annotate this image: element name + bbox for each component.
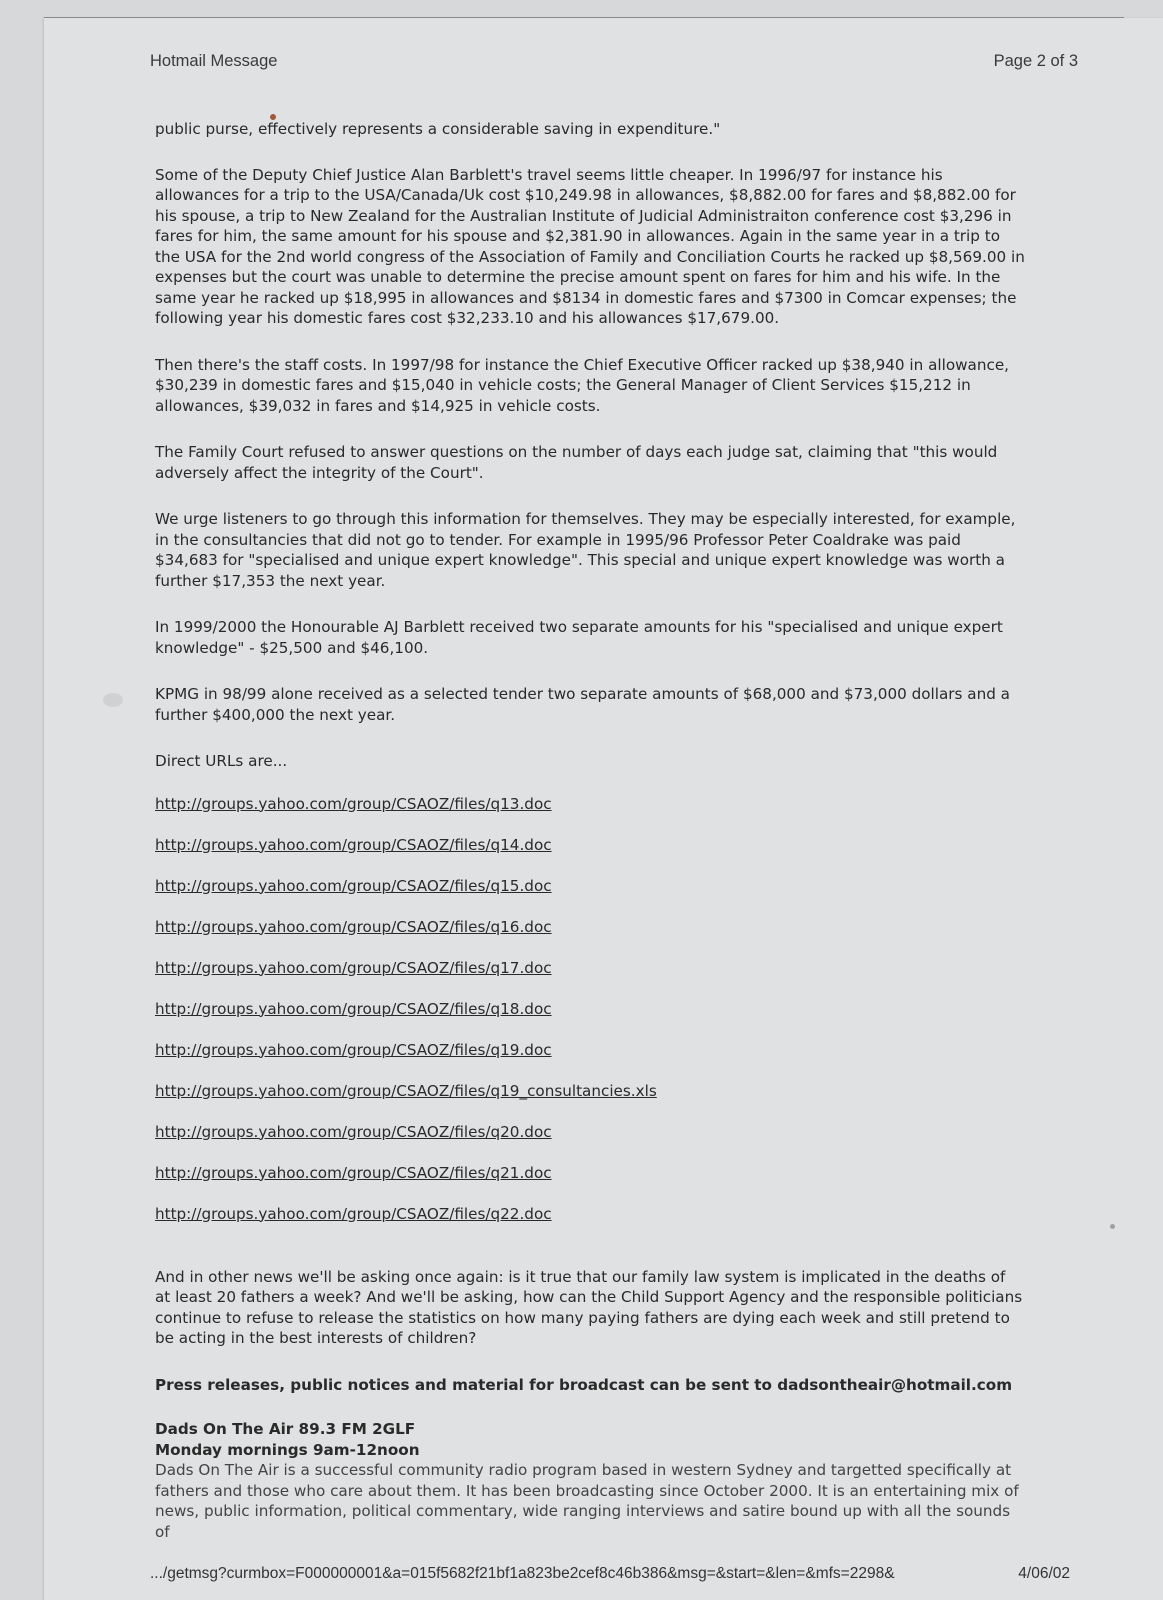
station-description: Dads On The Air is a successful community radio program based in western Sydney and targetted specifically at fathers and those who care about them. It has been broadcasting since October 2000. It is an entertaining mix of news, public information, political commentary, wide ranging interviews and satire bound up with all the sounds of — [155, 1461, 1019, 1541]
message-body — [155, 119, 1025, 1542]
list-item — [155, 1204, 1025, 1245]
print-footer — [150, 1565, 1080, 1583]
scan-smudge — [103, 693, 123, 707]
station-time: Monday mornings 9am-12noon — [155, 1440, 420, 1459]
paragraph: In 1999/2000 the Honourable AJ Barblett received two separate amounts for his "specialised and unique expert knowledge" - $25,500 and $46,100. — [155, 618, 1003, 657]
file-link[interactable]: http://groups.yahoo.com/group/CSAOZ/files/q13.doc — [155, 794, 552, 813]
paragraph: Some of the Deputy Chief Justice Alan Barblett's travel seems little cheaper. In 1996/97 for instance his allowances for a trip to the USA/Canada/Uk cost $10,249.98 in allowances, $8,882.00 for fares and $8,882.00 for his spouse, a trip to New Zealand for the Australian Institute of Judicial Administraiton conference cost $3,296 in fares for him, the same amount for his spouse and $2,381.90 in allowances. Again in the same year in a trip to the USA for the 2nd world congress of the Association of Family and Conciliation Courts he racked up $8,569.00 in expenses but the court was unable to determine the precise amount spent on fares for him and his wife. In the same year he racked up $18,995 in allowances and $8134 in domestic fares and $7300 in Comcar expenses; the following year his domestic fares cost $32,233.10 and his allowances $17,679.00. — [155, 165, 1025, 327]
paragraph: We urge listeners to go through this information for themselves. They may be especially interested, for example, in the consultancies that did not go to tender. For example in 1995/96 Professor Peter Coaldrake was paid $34,683 for "specialised and unique expert knowledge". This special and unique expert knowledge was worth a further $17,353 the next year. — [155, 510, 1016, 590]
footer-url: .../getmsg?curmbox=F000000001&a=015f5682f21bf1a823be2cef8c46b386&msg=&start=&len=&mfs=2298& — [150, 1565, 895, 1582]
list-item — [155, 958, 1025, 999]
list-item — [155, 876, 1025, 917]
header-title: Hotmail Message — [150, 52, 278, 70]
file-link[interactable]: http://groups.yahoo.com/group/CSAOZ/files/q19_consultancies.xls — [155, 1081, 657, 1100]
list-item — [155, 835, 1025, 876]
paragraph: The Family Court refused to answer questions on the number of days each judge sat, claiming that "this would adversely affect the integrity of the Court". — [155, 443, 998, 482]
url-list — [155, 794, 1025, 1245]
list-item — [155, 1122, 1025, 1163]
file-link[interactable]: http://groups.yahoo.com/group/CSAOZ/files/q22.doc — [155, 1204, 552, 1223]
list-item — [155, 999, 1025, 1040]
paragraph: And in other news we'll be asking once again: is it true that our family law system is implicated in the deaths of at least 20 fathers a week? And we'll be asking, how can the Child Support Agency and the responsible politicians continue to refuse to release the statistics on how many paying fathers are dying each week and still pretend to be acting in the best interests of children? — [155, 1267, 1023, 1347]
station-name: Dads On The Air 89.3 FM 2GLF — [155, 1420, 416, 1438]
file-link[interactable]: http://groups.yahoo.com/group/CSAOZ/files/q14.doc — [155, 835, 552, 854]
paragraph: public purse, effectively represents a considerable saving in expenditure." — [155, 120, 721, 138]
file-link[interactable]: http://groups.yahoo.com/group/CSAOZ/files/q16.doc — [155, 917, 552, 936]
file-link[interactable]: http://groups.yahoo.com/group/CSAOZ/files/q15.doc — [155, 876, 552, 895]
scan-speck — [1110, 1224, 1115, 1229]
list-item — [155, 1040, 1025, 1081]
list-item — [155, 1081, 1025, 1122]
file-link[interactable]: http://groups.yahoo.com/group/CSAOZ/files/q18.doc — [155, 999, 552, 1018]
paragraph: KPMG in 98/99 alone received as a selected tender two separate amounts of $68,000 and $73,000 dollars and a further $400,000 the next year. — [155, 685, 1010, 724]
list-item — [155, 794, 1025, 835]
file-link[interactable]: http://groups.yahoo.com/group/CSAOZ/files/q20.doc — [155, 1122, 552, 1141]
paragraph: Then there's the staff costs. In 1997/98 for instance the Chief Executive Officer racked up $38,940 in allowance, $30,239 in domestic fares and $15,040 in vehicle costs; the General Manager of Client Services $15,212 in allowances, $39,032 in fares and $14,925 in vehicle costs. — [155, 355, 1009, 415]
footer-date: 4/06/02 — [1018, 1565, 1070, 1582]
file-link[interactable]: http://groups.yahoo.com/group/CSAOZ/files/q17.doc — [155, 958, 552, 977]
list-item — [155, 1163, 1025, 1204]
file-link[interactable]: http://groups.yahoo.com/group/CSAOZ/files/q19.doc — [155, 1040, 552, 1059]
page-top-edge — [44, 17, 1124, 18]
file-link[interactable]: http://groups.yahoo.com/group/CSAOZ/files/q21.doc — [155, 1163, 552, 1182]
urls-intro: Direct URLs are... — [155, 752, 288, 770]
header-page-number: Page 2 of 3 — [993, 52, 1078, 70]
list-item — [155, 917, 1025, 958]
press-contact: Press releases, public notices and material for broadcast can be sent to dadsontheair@hotmail.com — [155, 1375, 1013, 1394]
